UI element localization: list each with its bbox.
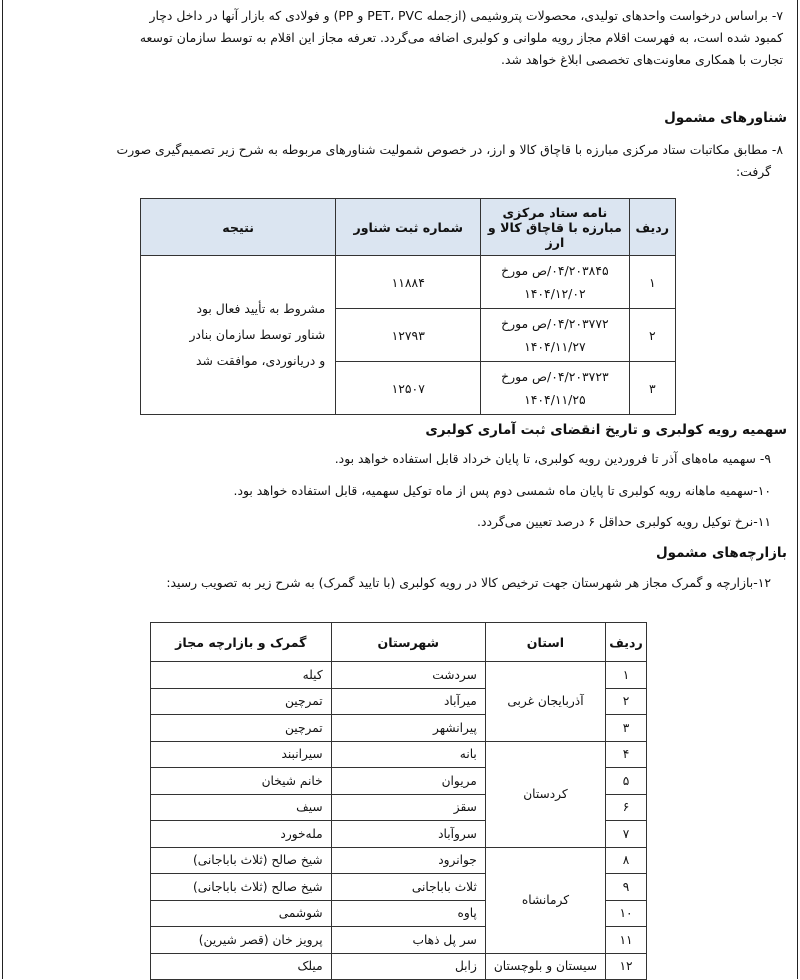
row-number: ۳ — [629, 362, 675, 415]
table-row — [151, 953, 647, 980]
item-9-text: ۹- سهمیه ماه‌های آذر تا فروردین رویه کولبری، تا پایان خرداد قابل استفاده خواهد بود. — [334, 451, 771, 466]
heading-vessels: شناورهای مشمول — [664, 110, 787, 126]
item-11-text: ۱۱-نرخ توکیل رویه کولبری حداقل ۶ درصد تعیین می‌گردد. — [477, 514, 771, 529]
province-cell: کردستان — [485, 741, 605, 847]
city-cell: پیرانشهر — [331, 715, 485, 742]
row-number: ۳ — [606, 715, 647, 742]
item-7-paragraph — [17, 5, 783, 71]
vessels-table-header — [141, 199, 676, 256]
customs-cell: تمرچین — [151, 715, 332, 742]
item-7-line-1: ۷- براساس درخواست واحدهای تولیدی، محصولات پتروشیمی (ازجمله PET، PVC و PP) و فولادی که بازار آنها در داخل دچار — [149, 8, 783, 23]
customs-cell: سیف — [151, 794, 332, 821]
row-number: ۲ — [629, 309, 675, 362]
row-number: ۲ — [606, 688, 647, 715]
result-line-1: مشروط به تأیید فعال بود — [196, 301, 326, 316]
customs-cell: میلک — [151, 953, 332, 980]
registration-number: ۱۱۸۸۴ — [336, 256, 481, 309]
customs-cell: پرویز خان (قصر شیرین) — [151, 927, 332, 954]
header-registration: شماره ثبت شناور — [336, 199, 481, 256]
letter-date: ۱۴۰۴/۱۱/۲۵ — [524, 392, 586, 407]
letter-date: ۱۴۰۴/۱۱/۲۷ — [524, 339, 586, 354]
row-number: ۸ — [606, 847, 647, 874]
header-row-number: ردیف — [629, 199, 675, 256]
item-7-line-3: تجارت با همکاری معاونت‌های تخصصی ابلاغ خواهد شد. — [501, 52, 783, 67]
heading-quota: سهمیه رویه کولبری و تاریخ انقضای ثبت آماری کولبری — [425, 422, 787, 438]
customs-cell: سیرانبند — [151, 741, 332, 768]
document-page — [2, 0, 798, 979]
customs-cell: شیخ صالح (ثلاث باباجانی) — [151, 874, 332, 901]
letter-number: ۰۴/۲۰۳۸۴۵/ص مورخ — [501, 263, 609, 278]
vessels-table — [140, 198, 676, 415]
header-result: نتیجه — [141, 199, 336, 256]
customs-cell: تمرچین — [151, 688, 332, 715]
markets-table-header — [151, 623, 647, 662]
row-number: ۱۰ — [606, 900, 647, 927]
item-10 — [17, 480, 771, 502]
result-line-3: و دریانوردی، موافقت شد — [195, 353, 326, 368]
row-number: ۱۲ — [606, 953, 647, 980]
result-line-2: شناور توسط سازمان بنادر — [189, 327, 326, 342]
row-number: ۴ — [606, 741, 647, 768]
city-cell: سروآباد — [331, 821, 485, 848]
header-row-number: ردیف — [606, 623, 647, 662]
item-8-line-1: ۸- مطابق مکاتبات ستاد مرکزی مبارزه با قاچاق کالا و ارز، در خصوص شمولیت شناورهای مربوطه به شرح زیر تصمیم‌گیری صورت — [116, 142, 783, 157]
table-row — [141, 256, 676, 309]
province-cell: کرمانشاه — [485, 847, 605, 953]
item-7-line-2: کمبود شده است، به فهرست اقلام مجاز رویه ملوانی و کولبری اضافه می‌گردد. تعرفه مجاز این اقلام به توسط سازمان توسعه — [139, 30, 783, 45]
customs-cell: مله‌خورد — [151, 821, 332, 848]
markets-table — [150, 622, 647, 980]
header-city: شهرستان — [331, 623, 485, 662]
city-cell: سر پل ذهاب — [331, 927, 485, 954]
item-10-text: ۱۰-سهمیه ماهانه رویه کولبری تا پایان ماه شمسی دوم پس از ماه توکیل سهمیه، قابل استفاده خواهد بود. — [233, 483, 771, 498]
city-cell: زابل — [331, 953, 485, 980]
letter-cell — [481, 309, 629, 362]
letter-cell — [481, 256, 629, 309]
item-12-text: ۱۲-بازارچه و گمرک مجاز هر شهرستان جهت ترخیص کالا در رویه کولبری (با تایید گمرک) به شرح زیر به تصویب رسید: — [166, 575, 771, 590]
letter-date: ۱۴۰۴/۱۲/۰۲ — [524, 286, 586, 301]
customs-cell: کیله — [151, 662, 332, 689]
row-number: ۱ — [606, 662, 647, 689]
table-row — [151, 741, 647, 768]
registration-number: ۱۲۷۹۳ — [336, 309, 481, 362]
registration-number: ۱۲۵۰۷ — [336, 362, 481, 415]
row-number: ۵ — [606, 768, 647, 795]
item-8-line-2: گرفت: — [736, 164, 771, 179]
item-8-paragraph — [17, 139, 783, 183]
city-cell: پاوه — [331, 900, 485, 927]
row-number: ۶ — [606, 794, 647, 821]
city-cell: جوانرود — [331, 847, 485, 874]
city-cell: میرآباد — [331, 688, 485, 715]
province-cell: آذربایجان غربی — [485, 662, 605, 742]
item-9 — [17, 448, 771, 470]
row-number: ۱ — [629, 256, 675, 309]
province-cell: سیستان و بلوچستان — [485, 953, 605, 980]
customs-cell: شوشمی — [151, 900, 332, 927]
item-11 — [17, 511, 771, 533]
result-cell — [141, 256, 336, 415]
row-number: ۱۱ — [606, 927, 647, 954]
customs-cell: شیخ صالح (ثلاث باباجانی) — [151, 847, 332, 874]
header-letter: نامه ستاد مرکزی مبارزه با قاچاق کالا و ارز — [481, 199, 629, 256]
table-row — [151, 847, 647, 874]
header-customs: گمرک و بازارچه مجاز — [151, 623, 332, 662]
row-number: ۹ — [606, 874, 647, 901]
item-12 — [17, 572, 771, 594]
city-cell: سردشت — [331, 662, 485, 689]
header-province: استان — [485, 623, 605, 662]
city-cell: ثلاث باباجانی — [331, 874, 485, 901]
letter-number: ۰۴/۲۰۳۷۷۲/ص مورخ — [501, 316, 609, 331]
letter-cell — [481, 362, 629, 415]
row-number: ۷ — [606, 821, 647, 848]
customs-cell: خانم شیخان — [151, 768, 332, 795]
letter-number: ۰۴/۲۰۳۷۲۳/ص مورخ — [501, 369, 609, 384]
city-cell: مریوان — [331, 768, 485, 795]
heading-markets: بازارچه‌های مشمول — [655, 545, 787, 561]
city-cell: بانه — [331, 741, 485, 768]
city-cell: سقز — [331, 794, 485, 821]
table-row — [151, 662, 647, 689]
